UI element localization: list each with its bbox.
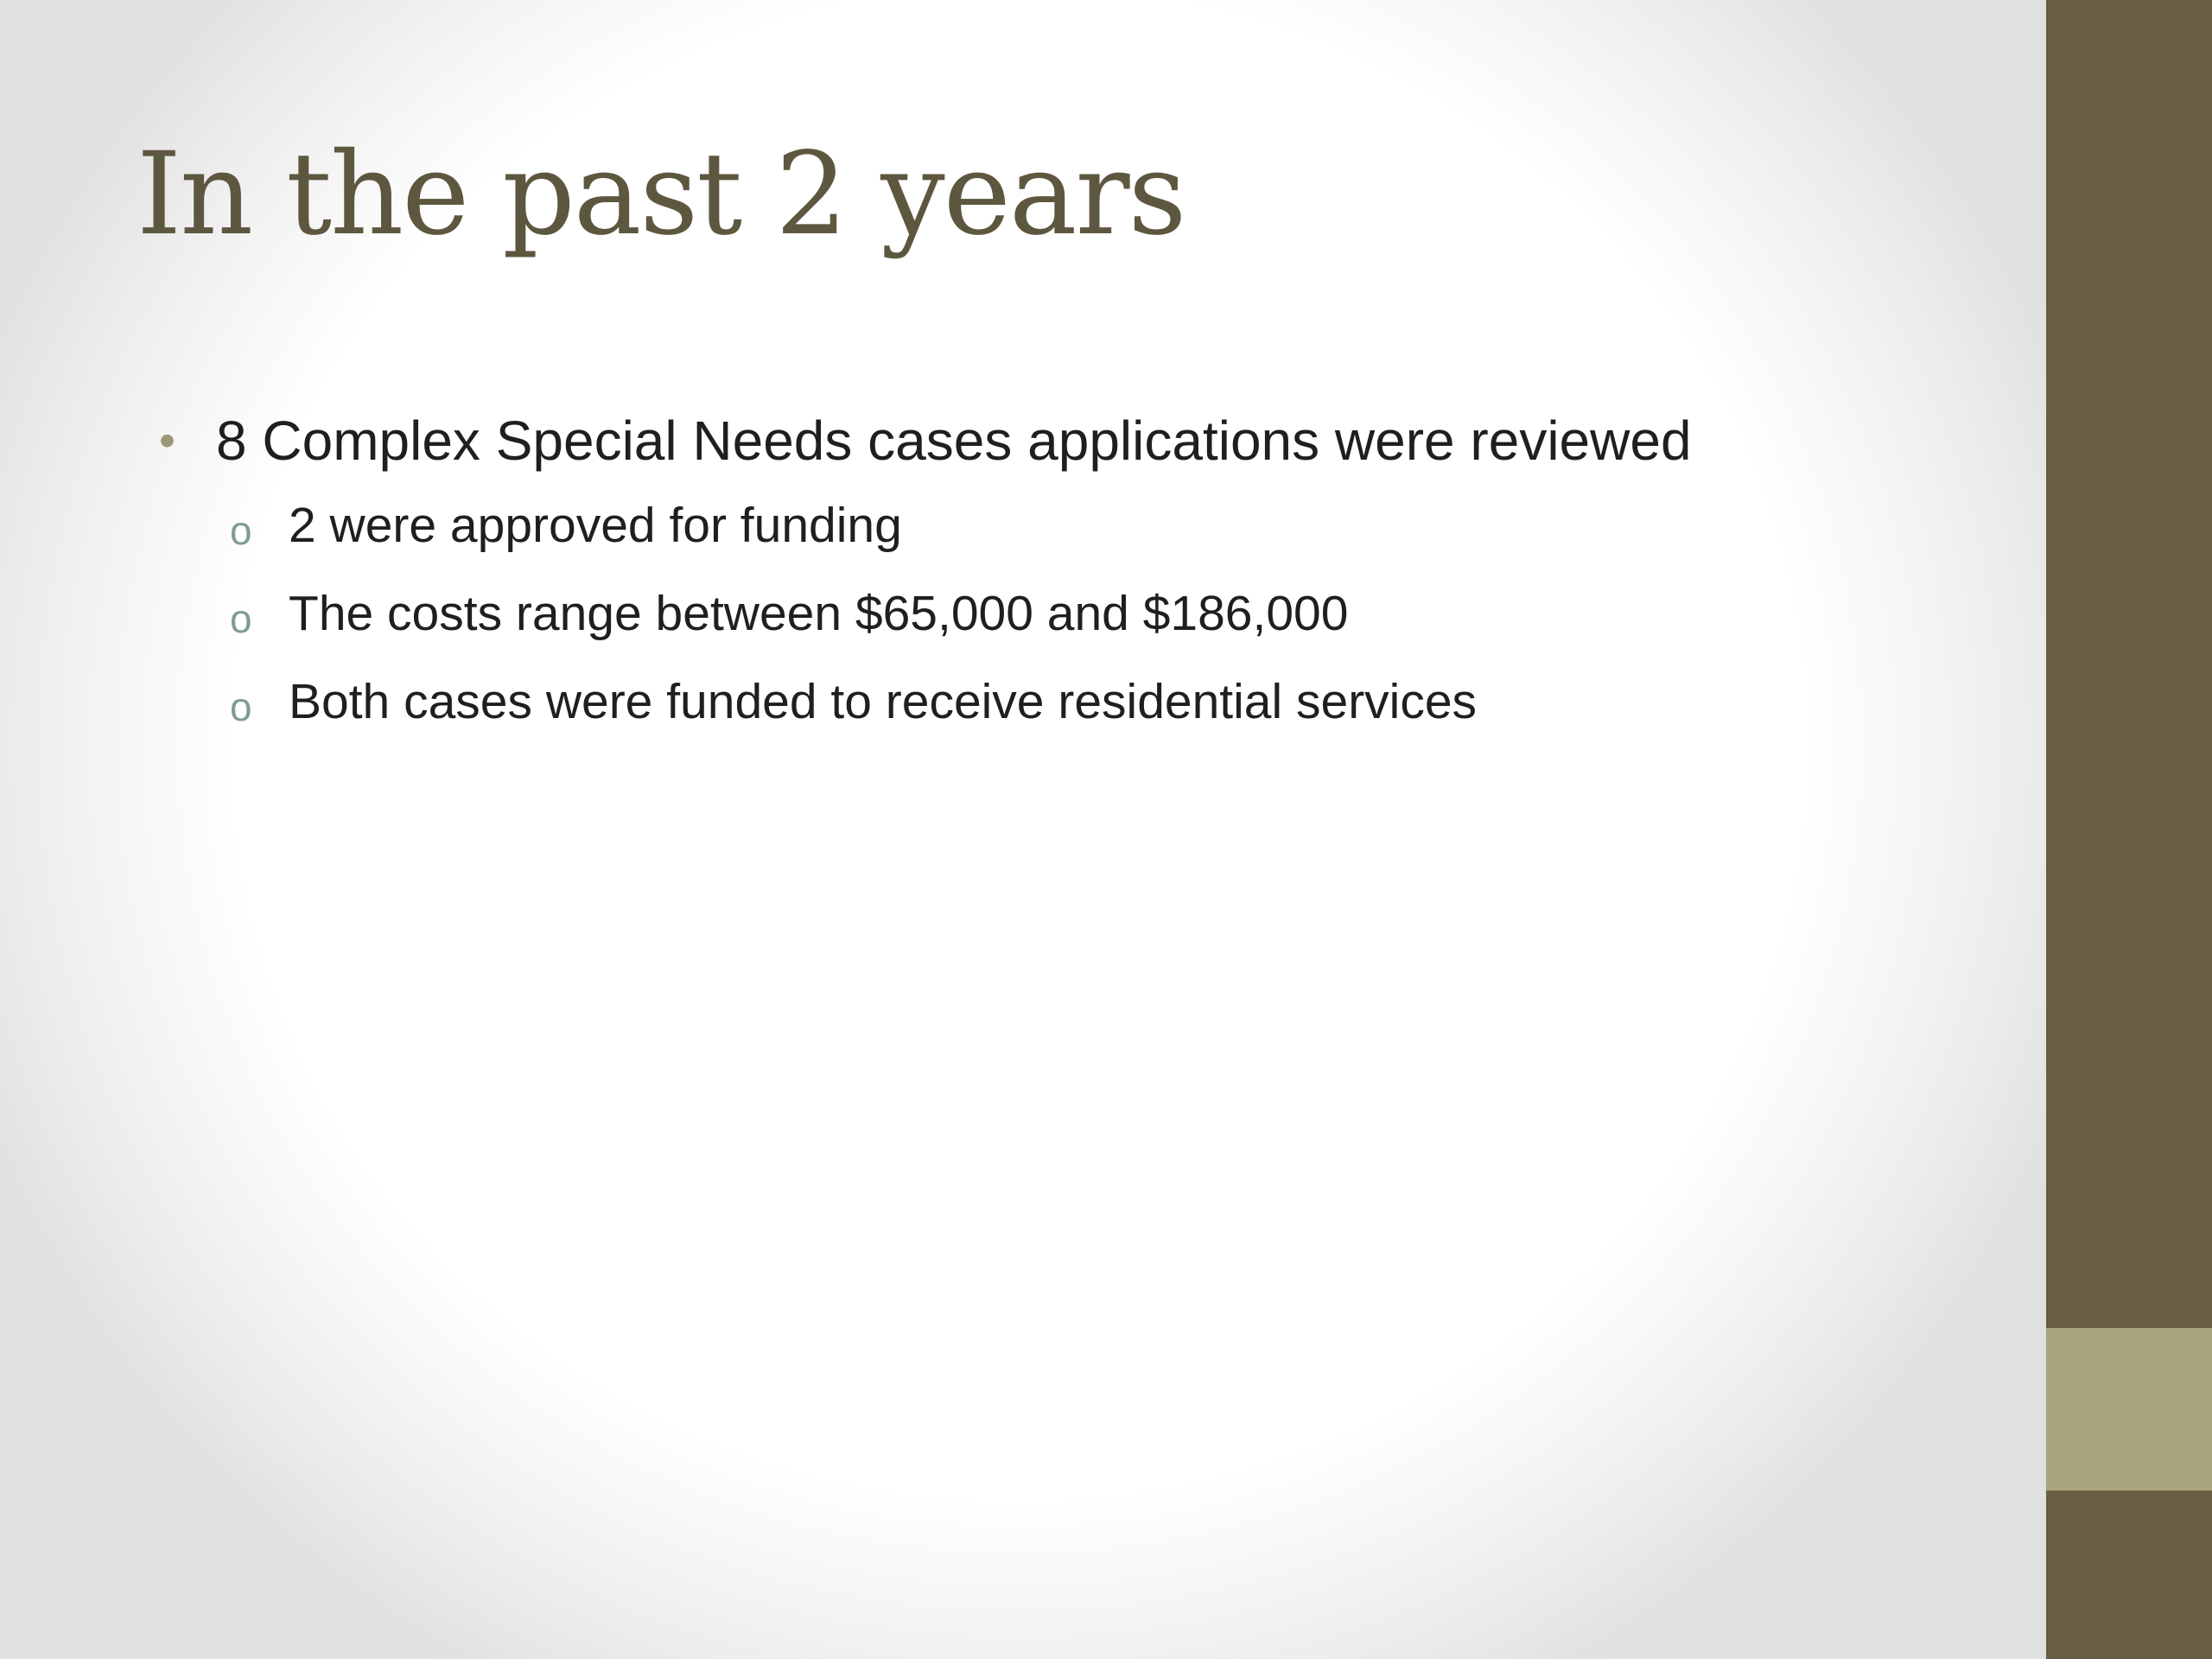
sub-bullet-item xyxy=(156,487,2013,563)
sub-bullet-circle-icon: o xyxy=(230,508,252,553)
slide-content xyxy=(156,399,2013,752)
sub-bullet-item xyxy=(156,575,2013,652)
sub-bullet-circle-icon: o xyxy=(230,596,252,641)
bullet-dot-icon: • xyxy=(159,415,175,467)
sub-bullet-text: 2 were approved for funding xyxy=(289,498,902,553)
sub-bullet-text: The costs range between $65,000 and $186,000 xyxy=(289,586,1349,641)
sub-bullet-item xyxy=(156,664,2013,740)
bullet-text: 8 Complex Special Needs cases applications were reviewed xyxy=(216,410,1692,472)
side-accent-block xyxy=(2046,1328,2212,1491)
bullet-item xyxy=(156,399,2013,482)
sub-bullet-circle-icon: o xyxy=(230,684,252,729)
slide-title: In the past 2 years xyxy=(137,128,1185,261)
sub-bullet-text: Both cases were funded to receive residential services xyxy=(289,674,1478,729)
